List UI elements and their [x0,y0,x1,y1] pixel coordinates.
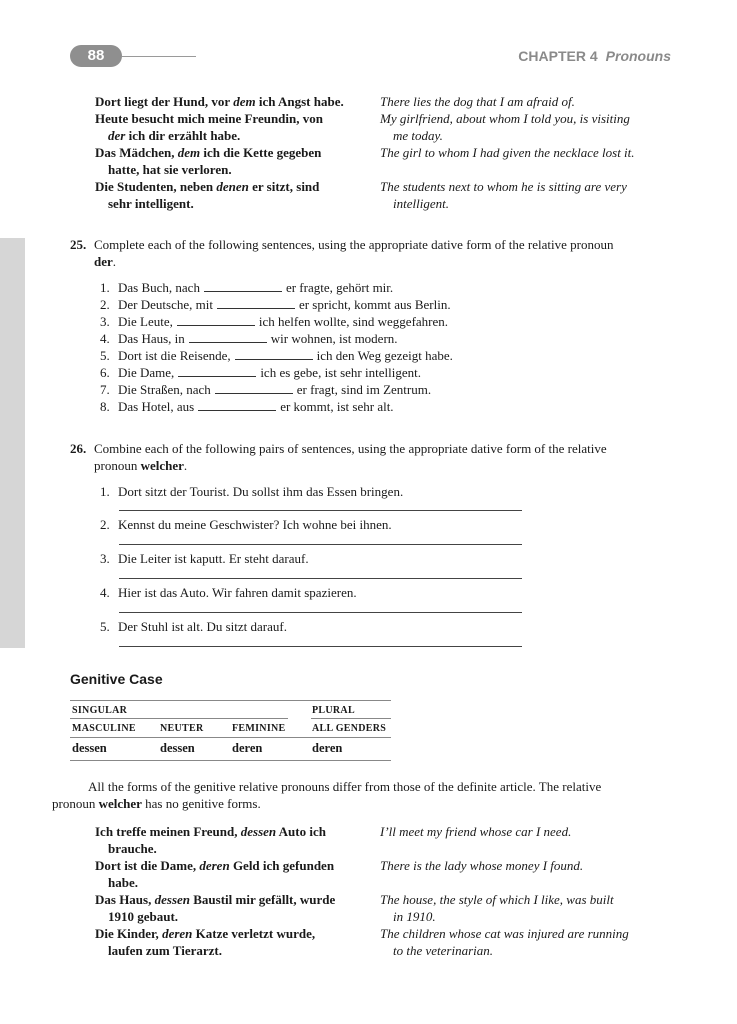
exercise-26-instruction: 26. Combine each of the following pairs of sentences, using the appropriate dative form of the relative pronoun welcher. [70,441,607,473]
exercise-25-item: 1. Das Buch, nach er fragte, gehört mir. [100,280,394,295]
header-rule [122,56,196,57]
section-title: Genitive Case [70,671,163,687]
example-german: Dort liegt der Hund, vor dem ich Angst habe. [95,94,344,109]
example-german: Die Studenten, neben denen er sitzt, sind sehr intelligent. [95,179,320,211]
fill-blank[interactable] [215,382,293,394]
side-tab-bar [0,238,25,648]
exercise-25-item: 4. Das Haus, in wir wohnen, ist modern. [100,331,398,346]
chapter-title: Pronouns [605,48,671,64]
genitive-table [70,700,391,762]
answer-line[interactable] [119,510,522,511]
table-rule [311,718,391,719]
example-english: My girlfriend, about whom I told you, is visiting me today. [380,111,630,143]
exercise-26-item: 3. Die Leiter ist kaputt. Er steht darauf. [100,551,309,566]
answer-line[interactable] [119,612,522,613]
fill-blank[interactable] [177,314,255,326]
fill-blank[interactable] [178,365,256,377]
fill-blank[interactable] [235,348,313,360]
header-plural: PLURAL [312,705,355,716]
header-feminine: FEMININE [232,723,286,734]
value-masculine: dessen [72,741,107,755]
fill-blank[interactable] [204,280,282,292]
exercise-26-item: 5. Der Stuhl ist alt. Du sitzt darauf. [100,619,287,634]
value-plural: deren [312,741,343,755]
exercise-25-item: 8. Das Hotel, aus er kommt, ist sehr alt. [100,399,394,414]
table-rule [70,760,391,761]
genitive-paragraph: All the forms of the genitive relative pronouns differ from those of the definite article. The relative pronoun welcher has no genitive forms. [52,779,602,811]
exercise-25-item: 3. Die Leute, ich helfen wollte, sind weggefahren. [100,314,449,329]
example-english: The girl to whom I had given the necklace lost it. [380,145,635,160]
example-german: Das Mädchen, dem ich die Kette gegeben hatte, hat sie verloren. [95,145,322,177]
example-german: Die Kinder, deren Katze verletzt wurde, laufen zum Tierarzt. [95,926,316,958]
header-singular: SINGULAR [72,705,128,716]
exercise-26-item: 2. Kennst du meine Geschwister? Ich wohne bei ihnen. [100,517,392,532]
example-english: There is the lady whose money I found. [380,858,584,873]
exercise-26-item: 1. Dort sitzt der Tourist. Du sollst ihm das Essen bringen. [100,484,404,499]
example-german: Heute besucht mich meine Freundin, von der ich dir erzählt habe. [95,111,323,143]
table-rule [311,700,391,701]
header-neuter: NEUTER [160,723,204,734]
page-number: 88 [70,45,122,67]
example-english: The students next to whom he is sitting are very intelligent. [380,179,627,211]
example-german: Das Haus, dessen Baustil mir gefällt, wurde 1910 gebaut. [95,892,336,924]
chapter-header [518,48,671,64]
example-english: There lies the dog that I am afraid of. [380,94,575,109]
example-english: The house, the style of which I like, was built in 1910. [380,892,614,924]
value-neuter: dessen [160,741,195,755]
fill-blank[interactable] [217,297,295,309]
answer-line[interactable] [119,544,522,545]
chapter-label: CHAPTER 4 [518,48,598,64]
exercise-25-item: 6. Die Dame, ich es gebe, ist sehr intelligent. [100,365,421,380]
exercise-25-instruction: 25. Complete each of the following sentences, using the appropriate dative form of the relative pronoun der. [70,237,614,269]
header-all-genders: ALL GENDERS [312,723,387,734]
table-rule [70,718,288,719]
answer-line[interactable] [119,646,522,647]
header-masculine: MASCULINE [72,723,136,734]
example-english: The children whose cat was injured are running to the veterinarian. [380,926,629,958]
fill-blank[interactable] [189,331,267,343]
example-german: Dort ist die Dame, deren Geld ich gefunden habe. [95,858,335,890]
value-feminine: deren [232,741,263,755]
answer-line[interactable] [119,578,522,579]
example-english: I’ll meet my friend whose car I need. [380,824,572,839]
example-german: Ich treffe meinen Freund, dessen Auto ich brauche. [95,824,326,856]
table-rule [70,737,391,738]
exercise-25-item: 2. Der Deutsche, mit er spricht, kommt aus Berlin. [100,297,451,312]
exercise-25-item: 7. Die Straßen, nach er fragt, sind im Zentrum. [100,382,432,397]
exercise-26-item: 4. Hier ist das Auto. Wir fahren damit spazieren. [100,585,357,600]
exercise-25-item: 5. Dort ist die Reisende, ich den Weg gezeigt habe. [100,348,453,363]
fill-blank[interactable] [198,399,276,411]
